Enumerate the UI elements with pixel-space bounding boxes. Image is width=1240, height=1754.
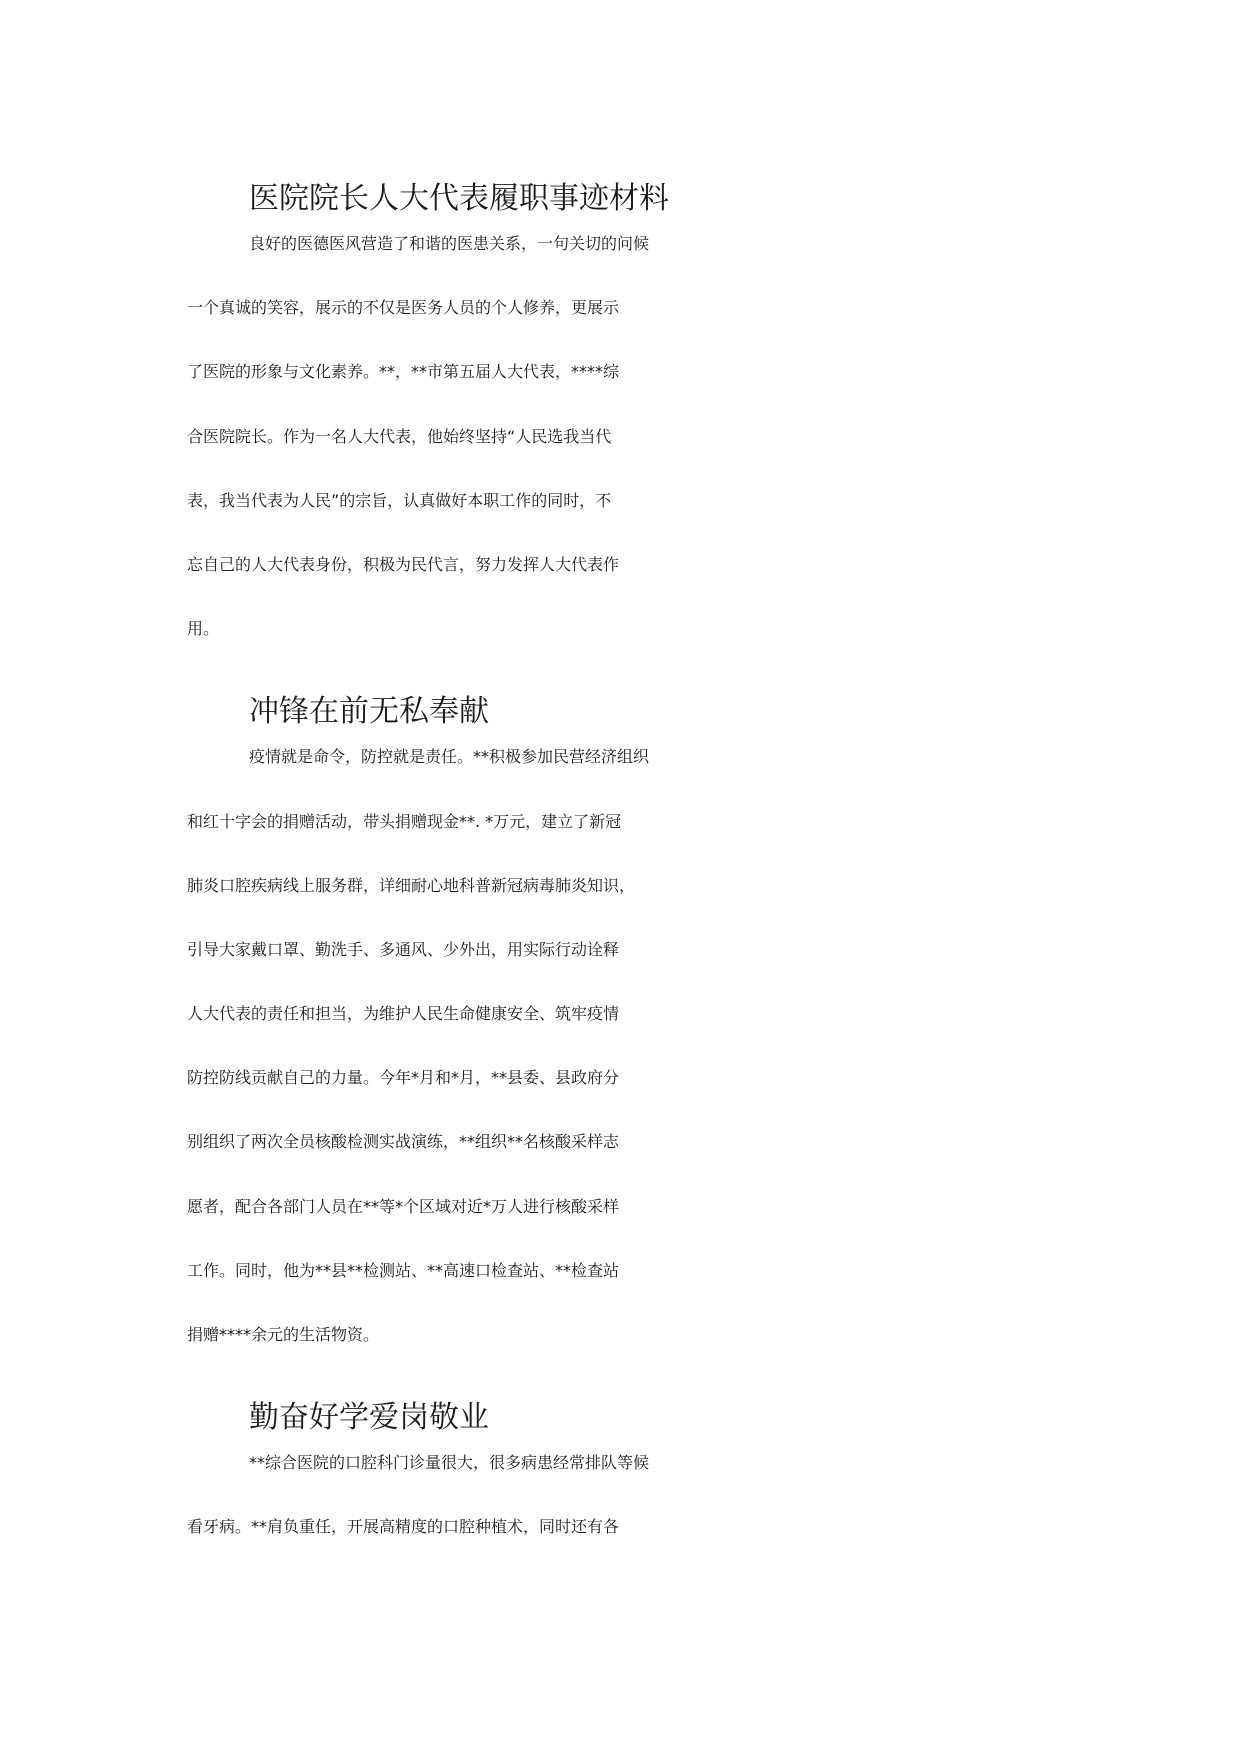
document-title: 医院院长人大代表履职事迹材料 <box>249 181 669 216</box>
paragraph-line: 别组织了两次全员核酸检测实战演练，**组织**名核酸采样志 <box>187 1132 620 1152</box>
paragraph-line: 引导大家戴口罩、勤洗手、多通风、少外出，用实际行动诠释 <box>187 939 620 959</box>
section1-paragraph <box>187 744 1053 1386</box>
paragraph-line: 疫情就是命令，防控就是责任。**积极参加民营经济组织 <box>249 747 650 767</box>
section-heading-1: 冲锋在前无私奉献 <box>249 694 489 730</box>
section2-paragraph <box>187 1450 1053 1578</box>
paragraph-line: 防控防线贡献自己的力量。今年*月和*月，**县委、县政府分 <box>187 1068 620 1088</box>
document-body <box>187 167 1053 1579</box>
paragraph-line: 人大代表的责任和担当，为维护人民生命健康安全、筑牢疫情 <box>187 1004 620 1024</box>
paragraph-line: 忘自己的人大代表身份，积极为民代言，努力发挥人大代表作 <box>187 554 620 574</box>
paragraph-line: 看牙病。**肩负重任，开展高精度的口腔种植术，同时还有各 <box>187 1517 620 1537</box>
paragraph-line: 用。 <box>187 619 220 639</box>
paragraph-line: 了医院的形象与文化素养。**，**市第五届人大代表，****综 <box>187 362 620 382</box>
paragraph-line: 一个真诚的笑容，展示的不仅是医务人员的个人修养，更展示 <box>187 298 620 318</box>
paragraph-line: 愿者，配合各部门人员在**等*个区域对近*万人进行核酸采样 <box>187 1196 620 1216</box>
paragraph-line: 肺炎口腔疾病线上服务群，详细耐心地科普新冠病毒肺炎知识， <box>187 875 636 895</box>
section-heading-2: 勤奋好学爱岗敬业 <box>249 1400 489 1436</box>
paragraph-line: 和红十字会的捐赠活动，带头捐赠现金**. *万元，建立了新冠 <box>187 811 622 831</box>
intro-paragraph <box>187 231 1053 680</box>
paragraph-line: 合医院院长。作为一名人大代表，他始终坚持“人民选我当代 <box>187 426 612 446</box>
paragraph-line: 捐赠****余元的生活物资。 <box>187 1325 380 1344</box>
paragraph-line: **综合医院的口腔科门诊量很大，很多病患经常排队等候 <box>249 1453 650 1473</box>
paragraph-line: 良好的医德医风营造了和谐的医患关系，一句关切的问候 <box>249 234 650 253</box>
paragraph-line: 工作。同时，他为**县**检测站、**高速口检查站、**检查站 <box>187 1260 620 1280</box>
paragraph-line: 表，我当代表为人民”的宗旨，认真做好本职工作的同时，不 <box>187 490 612 510</box>
